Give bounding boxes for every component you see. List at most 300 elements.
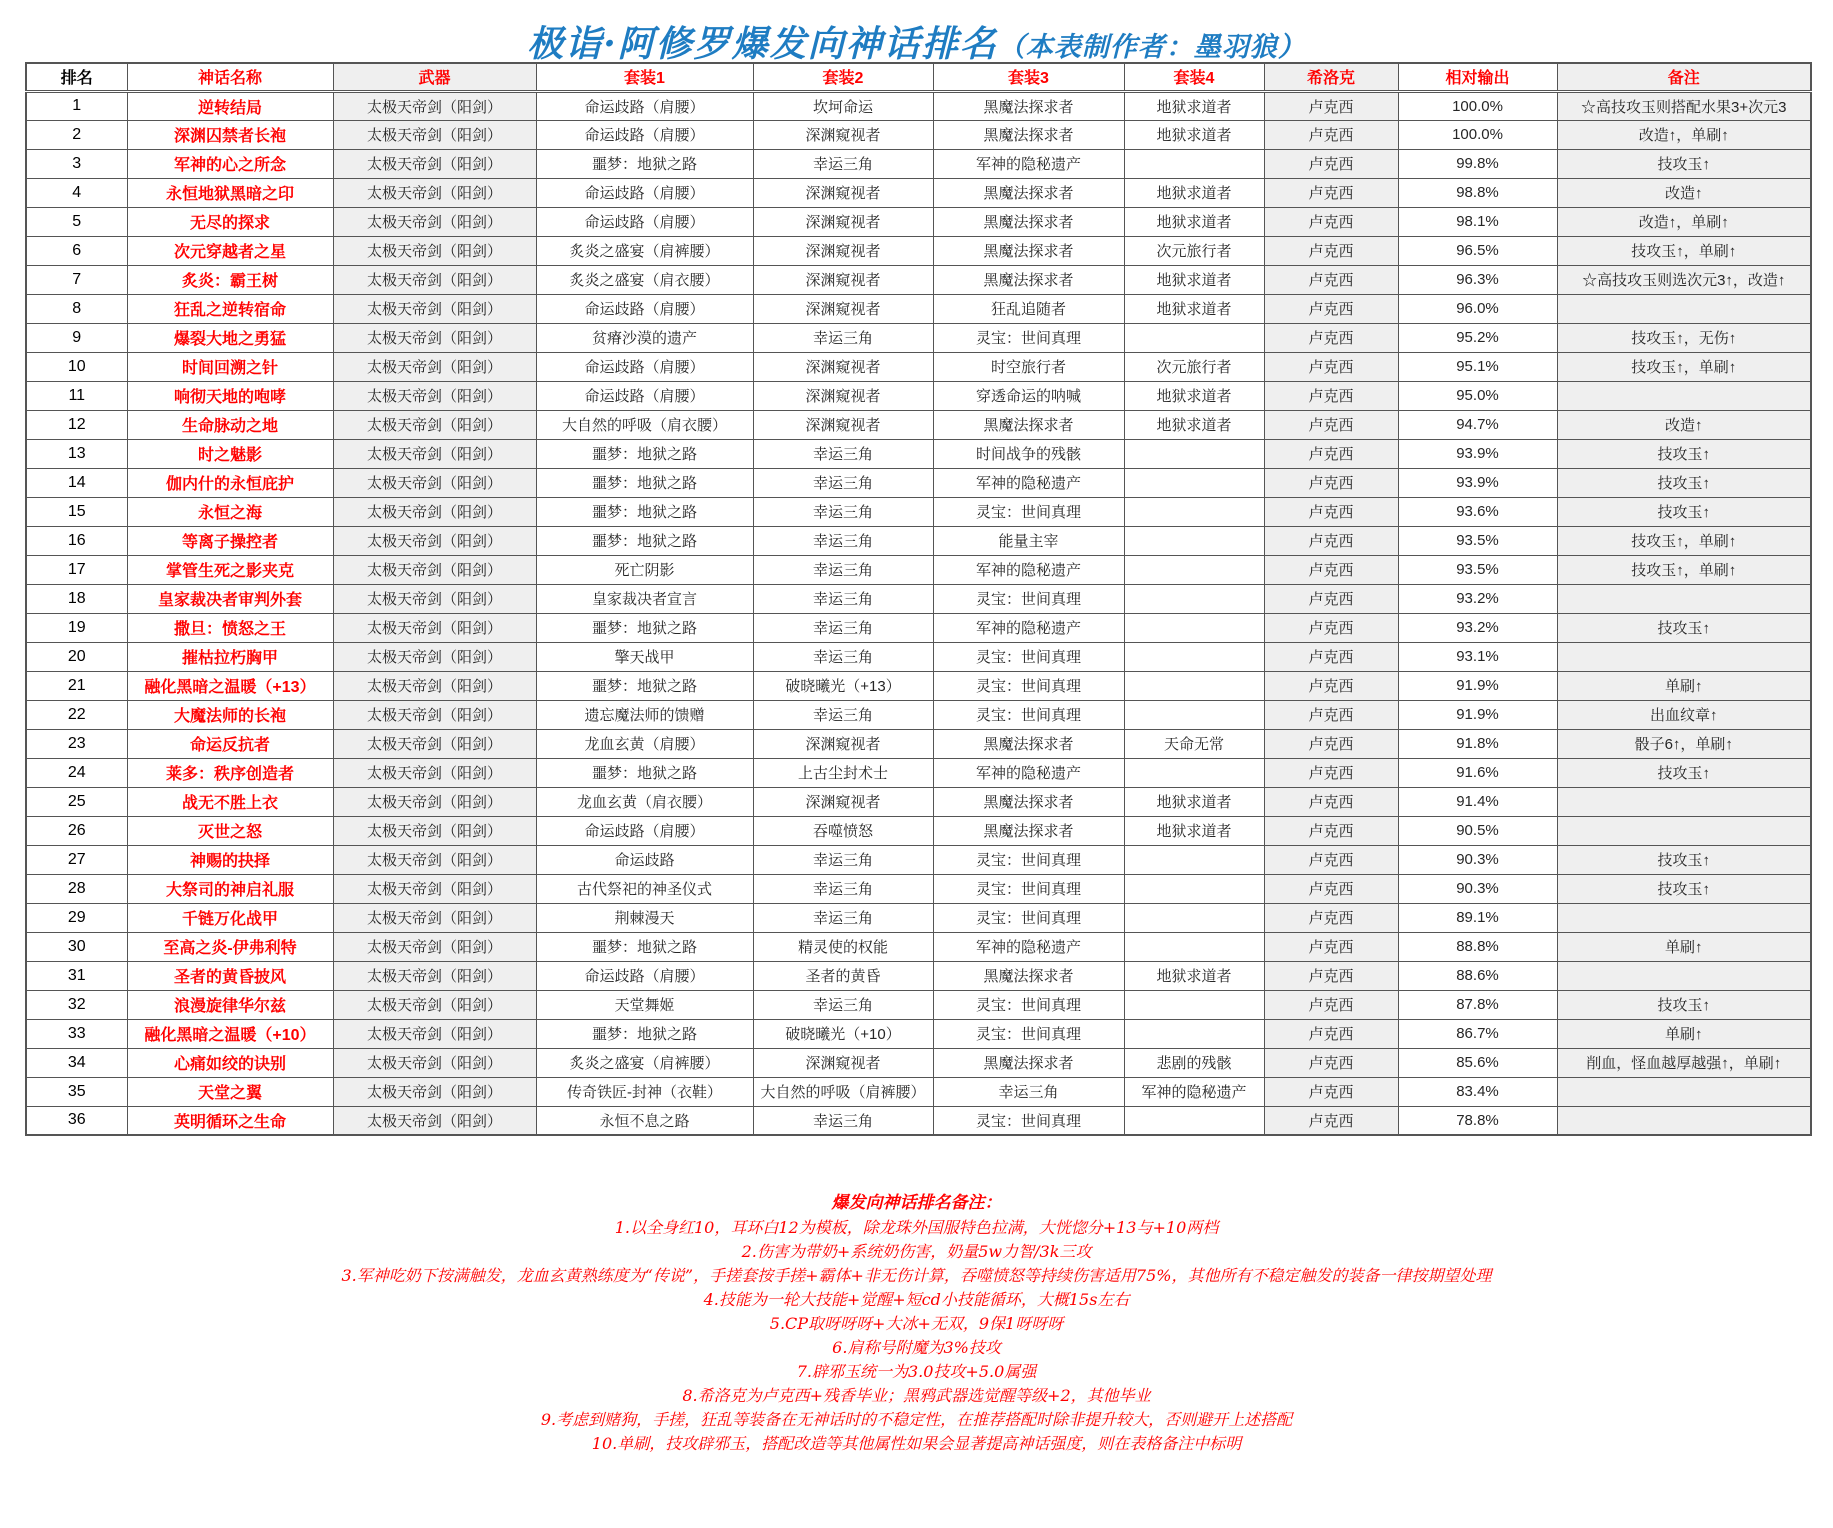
sirocco-cell: 卢克西 — [1264, 787, 1398, 816]
set3-cell: 军神的隐秘遗产 — [933, 613, 1124, 642]
weapon-cell: 太极天帝剑（阳剑） — [333, 758, 536, 787]
page-title — [0, 0, 1833, 65]
sirocco-cell: 卢克西 — [1264, 613, 1398, 642]
relative-output-cell: 100.0% — [1398, 120, 1557, 149]
rank-cell: 20 — [26, 642, 127, 671]
rank-cell: 19 — [26, 613, 127, 642]
set3-cell: 黑魔法探求者 — [933, 91, 1124, 120]
notes-lines — [0, 1216, 1833, 1456]
set3-cell: 灵宝：世间真理 — [933, 642, 1124, 671]
sirocco-cell: 卢克西 — [1264, 207, 1398, 236]
set3-cell: 灵宝：世间真理 — [933, 671, 1124, 700]
mythic-name-cell: 大魔法师的长袍 — [127, 700, 333, 729]
relative-output-cell: 78.8% — [1398, 1106, 1557, 1135]
note-line: 10.单刷，技攻辟邪玉，搭配改造等其他属性如果会显著提高神话强度，则在表格备注中标明 — [591, 1434, 1242, 1453]
weapon-cell: 太极天帝剑（阳剑） — [333, 613, 536, 642]
rank-cell: 4 — [26, 178, 127, 207]
relative-output-cell: 95.0% — [1398, 381, 1557, 410]
set1-cell: 命运歧路（肩腰） — [536, 91, 753, 120]
remarks-cell — [1557, 816, 1811, 845]
set3-cell: 黑魔法探求者 — [933, 961, 1124, 990]
relative-output-cell: 93.1% — [1398, 642, 1557, 671]
mythic-name-cell: 无尽的探求 — [127, 207, 333, 236]
set1-cell: 永恒不息之路 — [536, 1106, 753, 1135]
set4-cell — [1124, 932, 1264, 961]
set3-cell: 灵宝：世间真理 — [933, 845, 1124, 874]
set3-cell: 灵宝：世间真理 — [933, 903, 1124, 932]
mythic-name-cell: 时间回溯之针 — [127, 352, 333, 381]
set1-cell: 擎天战甲 — [536, 642, 753, 671]
mythic-name-cell: 融化黑暗之温暖（+13） — [127, 671, 333, 700]
note-line: 1.以全身红10，耳环白12为模板，除龙珠外国服特色拉满，大恍惚分+13与+10两档 — [614, 1218, 1219, 1237]
remarks-cell — [1557, 787, 1811, 816]
set4-cell — [1124, 584, 1264, 613]
remarks-cell: 单刷↑ — [1557, 671, 1811, 700]
set1-cell: 传奇铁匠-封神（衣鞋） — [536, 1077, 753, 1106]
rank-cell: 27 — [26, 845, 127, 874]
note-line: 8.希洛克为卢克西+残香毕业；黑鸦武器选觉醒等级+2，其他毕业 — [682, 1386, 1151, 1405]
relative-output-cell: 83.4% — [1398, 1077, 1557, 1106]
remarks-cell: 技攻玉↑，单刷↑ — [1557, 236, 1811, 265]
weapon-cell: 太极天帝剑（阳剑） — [333, 149, 536, 178]
note-line: 4.技能为一轮大技能+觉醒+短cd小技能循环，大概15s左右 — [703, 1290, 1130, 1309]
remarks-cell: 技攻玉↑，单刷↑ — [1557, 555, 1811, 584]
sirocco-cell: 卢克西 — [1264, 729, 1398, 758]
relative-output-cell: 91.4% — [1398, 787, 1557, 816]
set4-cell — [1124, 497, 1264, 526]
sirocco-cell: 卢克西 — [1264, 816, 1398, 845]
relative-output-cell: 91.8% — [1398, 729, 1557, 758]
set4-cell: 地狱求道者 — [1124, 816, 1264, 845]
set1-cell: 噩梦：地狱之路 — [536, 613, 753, 642]
set3-cell: 军神的隐秘遗产 — [933, 932, 1124, 961]
sirocco-cell: 卢克西 — [1264, 584, 1398, 613]
remarks-cell: 削血，怪血越厚越强↑，单刷↑ — [1557, 1048, 1811, 1077]
remarks-cell: 改造↑ — [1557, 178, 1811, 207]
table-body — [26, 91, 1811, 1135]
set4-cell: 地狱求道者 — [1124, 91, 1264, 120]
set1-cell: 命运歧路（肩腰） — [536, 961, 753, 990]
note-line: 5.CP取呀呀呀+大冰+无双，9保1呀呀呀 — [769, 1314, 1064, 1333]
sirocco-cell: 卢克西 — [1264, 1077, 1398, 1106]
relative-output-cell: 96.3% — [1398, 265, 1557, 294]
rank-cell: 23 — [26, 729, 127, 758]
relative-output-cell: 100.0% — [1398, 91, 1557, 120]
relative-output-cell: 85.6% — [1398, 1048, 1557, 1077]
set1-cell: 噩梦：地狱之路 — [536, 1019, 753, 1048]
weapon-cell: 太极天帝剑（阳剑） — [333, 381, 536, 410]
weapon-cell: 太极天帝剑（阳剑） — [333, 816, 536, 845]
mythic-name-cell: 命运反抗者 — [127, 729, 333, 758]
weapon-cell: 太极天帝剑（阳剑） — [333, 990, 536, 1019]
remarks-cell: ☆高技攻玉则选次元3↑，改造↑ — [1557, 265, 1811, 294]
set4-cell: 地狱求道者 — [1124, 961, 1264, 990]
set4-cell: 天命无常 — [1124, 729, 1264, 758]
mythic-name-cell: 融化黑暗之温暖（+10） — [127, 1019, 333, 1048]
relative-output-cell: 90.3% — [1398, 874, 1557, 903]
rank-cell: 9 — [26, 323, 127, 352]
rank-cell: 33 — [26, 1019, 127, 1048]
rank-cell: 16 — [26, 526, 127, 555]
relative-output-cell: 93.5% — [1398, 526, 1557, 555]
table-row — [26, 787, 1811, 816]
set3-cell: 黑魔法探求者 — [933, 787, 1124, 816]
set4-cell: 地狱求道者 — [1124, 294, 1264, 323]
weapon-cell: 太极天帝剑（阳剑） — [333, 584, 536, 613]
rank-cell: 3 — [26, 149, 127, 178]
set3-cell: 黑魔法探求者 — [933, 816, 1124, 845]
sirocco-cell: 卢克西 — [1264, 845, 1398, 874]
set1-cell: 死亡阴影 — [536, 555, 753, 584]
table-row — [26, 149, 1811, 178]
rank-cell: 2 — [26, 120, 127, 149]
weapon-cell: 太极天帝剑（阳剑） — [333, 932, 536, 961]
table-row — [26, 410, 1811, 439]
table-row — [26, 294, 1811, 323]
sirocco-cell: 卢克西 — [1264, 1048, 1398, 1077]
mythic-name-cell: 逆转结局 — [127, 91, 333, 120]
relative-output-cell: 91.9% — [1398, 700, 1557, 729]
relative-output-cell: 90.3% — [1398, 845, 1557, 874]
table-row — [26, 961, 1811, 990]
set2-cell: 破晓曦光（+10） — [753, 1019, 933, 1048]
rank-cell: 24 — [26, 758, 127, 787]
weapon-cell: 太极天帝剑（阳剑） — [333, 642, 536, 671]
set1-cell: 噩梦：地狱之路 — [536, 932, 753, 961]
mythic-name-cell: 浪漫旋律华尔兹 — [127, 990, 333, 1019]
set3-cell: 灵宝：世间真理 — [933, 1019, 1124, 1048]
set1-cell: 噩梦：地狱之路 — [536, 439, 753, 468]
mythic-name-cell: 军神的心之所念 — [127, 149, 333, 178]
set3-cell: 军神的隐秘遗产 — [933, 468, 1124, 497]
remarks-cell — [1557, 584, 1811, 613]
set4-cell: 次元旅行者 — [1124, 236, 1264, 265]
relative-output-cell: 94.7% — [1398, 410, 1557, 439]
remarks-cell: 技攻玉↑ — [1557, 874, 1811, 903]
set4-cell — [1124, 439, 1264, 468]
set2-cell: 幸运三角 — [753, 323, 933, 352]
remarks-cell: 技攻玉↑ — [1557, 149, 1811, 178]
set2-cell: 上古尘封术士 — [753, 758, 933, 787]
set1-cell: 大自然的呼吸（肩衣腰） — [536, 410, 753, 439]
set2-cell: 深渊窥视者 — [753, 236, 933, 265]
table-row — [26, 903, 1811, 932]
set4-cell: 地狱求道者 — [1124, 120, 1264, 149]
set3-cell: 狂乱追随者 — [933, 294, 1124, 323]
set3-cell: 灵宝：世间真理 — [933, 584, 1124, 613]
set3-cell: 黑魔法探求者 — [933, 265, 1124, 294]
set1-cell: 噩梦：地狱之路 — [536, 671, 753, 700]
set2-cell: 幸运三角 — [753, 903, 933, 932]
sirocco-cell: 卢克西 — [1264, 439, 1398, 468]
set4-cell: 悲剧的残骸 — [1124, 1048, 1264, 1077]
table-row — [26, 120, 1811, 149]
column-header-relative-output: 相对输出 — [1398, 63, 1557, 91]
set4-cell: 地狱求道者 — [1124, 178, 1264, 207]
table-row — [26, 816, 1811, 845]
table-row — [26, 91, 1811, 120]
set2-cell: 深渊窥视者 — [753, 265, 933, 294]
sirocco-cell: 卢克西 — [1264, 468, 1398, 497]
rank-cell: 21 — [26, 671, 127, 700]
set2-cell: 深渊窥视者 — [753, 729, 933, 758]
relative-output-cell: 93.6% — [1398, 497, 1557, 526]
remarks-cell: 技攻玉↑ — [1557, 613, 1811, 642]
mythic-name-cell: 掌管生死之影夹克 — [127, 555, 333, 584]
weapon-cell: 太极天帝剑（阳剑） — [333, 497, 536, 526]
relative-output-cell: 91.6% — [1398, 758, 1557, 787]
weapon-cell: 太极天帝剑（阳剑） — [333, 236, 536, 265]
weapon-cell: 太极天帝剑（阳剑） — [333, 787, 536, 816]
remarks-cell: 改造↑ — [1557, 410, 1811, 439]
note-line: 6.肩称号附魔为3%技攻 — [832, 1338, 1001, 1357]
set2-cell: 幸运三角 — [753, 526, 933, 555]
set1-cell: 贫瘠沙漠的遗产 — [536, 323, 753, 352]
set1-cell: 噩梦：地狱之路 — [536, 149, 753, 178]
table-row — [26, 178, 1811, 207]
note-line: 2.伤害为带奶+系统奶伤害，奶量5w力智/3k三攻 — [741, 1242, 1092, 1261]
set4-cell — [1124, 845, 1264, 874]
sirocco-cell: 卢克西 — [1264, 671, 1398, 700]
weapon-cell: 太极天帝剑（阳剑） — [333, 1106, 536, 1135]
rank-cell: 35 — [26, 1077, 127, 1106]
set3-cell: 黑魔法探求者 — [933, 410, 1124, 439]
mythic-name-cell: 次元穿越者之星 — [127, 236, 333, 265]
set3-cell: 黑魔法探求者 — [933, 120, 1124, 149]
rank-cell: 15 — [26, 497, 127, 526]
set3-cell: 黑魔法探求者 — [933, 207, 1124, 236]
weapon-cell: 太极天帝剑（阳剑） — [333, 845, 536, 874]
rank-cell: 30 — [26, 932, 127, 961]
table-row — [26, 555, 1811, 584]
set3-cell: 灵宝：世间真理 — [933, 874, 1124, 903]
set2-cell: 深渊窥视者 — [753, 178, 933, 207]
rank-cell: 10 — [26, 352, 127, 381]
remarks-cell: ☆高技攻玉则搭配水果3+次元3 — [1557, 91, 1811, 120]
set2-cell: 深渊窥视者 — [753, 410, 933, 439]
mythic-name-cell: 生命脉动之地 — [127, 410, 333, 439]
set2-cell: 深渊窥视者 — [753, 207, 933, 236]
set2-cell: 幸运三角 — [753, 497, 933, 526]
weapon-cell: 太极天帝剑（阳剑） — [333, 1048, 536, 1077]
weapon-cell: 太极天帝剑（阳剑） — [333, 961, 536, 990]
set1-cell: 荆棘漫天 — [536, 903, 753, 932]
set4-cell — [1124, 149, 1264, 178]
relative-output-cell: 93.2% — [1398, 613, 1557, 642]
remarks-cell: 骰子6↑，单刷↑ — [1557, 729, 1811, 758]
remarks-cell — [1557, 961, 1811, 990]
set2-cell: 幸运三角 — [753, 1106, 933, 1135]
remarks-cell — [1557, 1106, 1811, 1135]
set3-cell: 军神的隐秘遗产 — [933, 555, 1124, 584]
set4-cell: 次元旅行者 — [1124, 352, 1264, 381]
mythic-name-cell: 心痛如绞的诀别 — [127, 1048, 333, 1077]
note-line: 9.考虑到赌狗，手搓，狂乱等装备在无神话时的不稳定性，在推荐搭配时除非提升较大，否则避开上述搭配 — [540, 1410, 1293, 1429]
rank-cell: 8 — [26, 294, 127, 323]
set1-cell: 龙血玄黄（肩腰） — [536, 729, 753, 758]
table-row — [26, 845, 1811, 874]
mythic-name-cell: 神赐的抉择 — [127, 845, 333, 874]
set1-cell: 命运歧路（肩腰） — [536, 381, 753, 410]
weapon-cell: 太极天帝剑（阳剑） — [333, 294, 536, 323]
set2-cell: 吞噬愤怒 — [753, 816, 933, 845]
rank-cell: 26 — [26, 816, 127, 845]
column-header-set1: 套装1 — [536, 63, 753, 91]
column-header-set4: 套装4 — [1124, 63, 1264, 91]
set2-cell: 深渊窥视者 — [753, 120, 933, 149]
sirocco-cell: 卢克西 — [1264, 932, 1398, 961]
weapon-cell: 太极天帝剑（阳剑） — [333, 729, 536, 758]
sirocco-cell: 卢克西 — [1264, 352, 1398, 381]
set1-cell: 噩梦：地狱之路 — [536, 497, 753, 526]
set2-cell: 幸运三角 — [753, 149, 933, 178]
table-row — [26, 671, 1811, 700]
rank-cell: 31 — [26, 961, 127, 990]
set4-cell: 地狱求道者 — [1124, 265, 1264, 294]
mythic-name-cell: 等离子操控者 — [127, 526, 333, 555]
column-header-mythic-name: 神话名称 — [127, 63, 333, 91]
remarks-cell — [1557, 1077, 1811, 1106]
sirocco-cell: 卢克西 — [1264, 961, 1398, 990]
mythic-name-cell: 响彻天地的咆哮 — [127, 381, 333, 410]
notes-title: 爆发向神话排名备注： — [831, 1193, 1002, 1213]
set2-cell: 深渊窥视者 — [753, 352, 933, 381]
table-row — [26, 932, 1811, 961]
weapon-cell: 太极天帝剑（阳剑） — [333, 468, 536, 497]
set4-cell — [1124, 555, 1264, 584]
set4-cell: 地狱求道者 — [1124, 207, 1264, 236]
remarks-cell — [1557, 294, 1811, 323]
relative-output-cell: 96.0% — [1398, 294, 1557, 323]
sirocco-cell: 卢克西 — [1264, 497, 1398, 526]
table-row — [26, 1048, 1811, 1077]
set1-cell: 炙炎之盛宴（肩裤腰） — [536, 1048, 753, 1077]
remarks-cell: 技攻玉↑ — [1557, 845, 1811, 874]
relative-output-cell: 93.9% — [1398, 439, 1557, 468]
weapon-cell: 太极天帝剑（阳剑） — [333, 265, 536, 294]
mythic-ranking-table — [25, 62, 1812, 1136]
table-row — [26, 468, 1811, 497]
relative-output-cell: 98.8% — [1398, 178, 1557, 207]
weapon-cell: 太极天帝剑（阳剑） — [333, 410, 536, 439]
relative-output-cell: 95.2% — [1398, 323, 1557, 352]
remarks-cell: 技攻玉↑ — [1557, 758, 1811, 787]
mythic-name-cell: 深渊囚禁者长袍 — [127, 120, 333, 149]
table-row — [26, 874, 1811, 903]
set3-cell: 黑魔法探求者 — [933, 236, 1124, 265]
set1-cell: 炙炎之盛宴（肩裤腰） — [536, 236, 753, 265]
table-row — [26, 729, 1811, 758]
set4-cell — [1124, 671, 1264, 700]
mythic-name-cell: 莱多：秩序创造者 — [127, 758, 333, 787]
table-row — [26, 613, 1811, 642]
table-row — [26, 1106, 1811, 1135]
set2-cell: 幸运三角 — [753, 642, 933, 671]
weapon-cell: 太极天帝剑（阳剑） — [333, 323, 536, 352]
mythic-name-cell: 摧枯拉朽胸甲 — [127, 642, 333, 671]
weapon-cell: 太极天帝剑（阳剑） — [333, 352, 536, 381]
sirocco-cell: 卢克西 — [1264, 642, 1398, 671]
set4-cell — [1124, 1106, 1264, 1135]
set4-cell — [1124, 323, 1264, 352]
set4-cell: 地狱求道者 — [1124, 787, 1264, 816]
rank-cell: 22 — [26, 700, 127, 729]
note-line: 7.辟邪玉统一为3.0技攻+5.0属强 — [796, 1362, 1037, 1381]
column-header-set3: 套装3 — [933, 63, 1124, 91]
rank-cell: 25 — [26, 787, 127, 816]
weapon-cell: 太极天帝剑（阳剑） — [333, 671, 536, 700]
relative-output-cell: 88.6% — [1398, 961, 1557, 990]
relative-output-cell: 91.9% — [1398, 671, 1557, 700]
set2-cell: 幸运三角 — [753, 468, 933, 497]
mythic-name-cell: 圣者的黄昏披风 — [127, 961, 333, 990]
set4-cell — [1124, 613, 1264, 642]
mythic-name-cell: 狂乱之逆转宿命 — [127, 294, 333, 323]
weapon-cell: 太极天帝剑（阳剑） — [333, 207, 536, 236]
relative-output-cell: 96.5% — [1398, 236, 1557, 265]
remarks-cell — [1557, 381, 1811, 410]
relative-output-cell: 99.8% — [1398, 149, 1557, 178]
set4-cell — [1124, 1019, 1264, 1048]
relative-output-cell: 93.5% — [1398, 555, 1557, 584]
relative-output-cell: 90.5% — [1398, 816, 1557, 845]
set1-cell: 噩梦：地狱之路 — [536, 526, 753, 555]
rank-cell: 14 — [26, 468, 127, 497]
set4-cell — [1124, 903, 1264, 932]
set2-cell: 深渊窥视者 — [753, 1048, 933, 1077]
set4-cell: 地狱求道者 — [1124, 410, 1264, 439]
table-row — [26, 1019, 1811, 1048]
set2-cell: 幸运三角 — [753, 439, 933, 468]
set2-cell: 圣者的黄昏 — [753, 961, 933, 990]
mythic-name-cell: 皇家裁决者审判外套 — [127, 584, 333, 613]
rank-cell: 36 — [26, 1106, 127, 1135]
mythic-name-cell: 爆裂大地之勇猛 — [127, 323, 333, 352]
set2-cell: 幸运三角 — [753, 700, 933, 729]
weapon-cell: 太极天帝剑（阳剑） — [333, 555, 536, 584]
relative-output-cell: 98.1% — [1398, 207, 1557, 236]
relative-output-cell: 86.7% — [1398, 1019, 1557, 1048]
set3-cell: 黑魔法探求者 — [933, 1048, 1124, 1077]
set4-cell — [1124, 642, 1264, 671]
set1-cell: 天堂舞姬 — [536, 990, 753, 1019]
set2-cell: 破晓曦光（+13） — [753, 671, 933, 700]
set1-cell: 古代祭祀的神圣仪式 — [536, 874, 753, 903]
mythic-name-cell: 炙炎：霸王树 — [127, 265, 333, 294]
column-header-remarks: 备注 — [1557, 63, 1811, 91]
mythic-name-cell: 千链万化战甲 — [127, 903, 333, 932]
weapon-cell: 太极天帝剑（阳剑） — [333, 91, 536, 120]
sirocco-cell: 卢克西 — [1264, 294, 1398, 323]
rank-cell: 17 — [26, 555, 127, 584]
remarks-cell: 改造↑，单刷↑ — [1557, 120, 1811, 149]
notes-section — [0, 1190, 1833, 1456]
sirocco-cell: 卢克西 — [1264, 323, 1398, 352]
sirocco-cell: 卢克西 — [1264, 758, 1398, 787]
table-row — [26, 323, 1811, 352]
sirocco-cell: 卢克西 — [1264, 178, 1398, 207]
set3-cell: 幸运三角 — [933, 1077, 1124, 1106]
remarks-cell: 技攻玉↑，无伤↑ — [1557, 323, 1811, 352]
table-header-row — [26, 63, 1811, 91]
set1-cell: 命运歧路（肩腰） — [536, 120, 753, 149]
set2-cell: 深渊窥视者 — [753, 294, 933, 323]
mythic-name-cell: 天堂之翼 — [127, 1077, 333, 1106]
column-header-rank: 排名 — [26, 63, 127, 91]
rank-cell: 6 — [26, 236, 127, 265]
table-row — [26, 265, 1811, 294]
mythic-name-cell: 战无不胜上衣 — [127, 787, 333, 816]
